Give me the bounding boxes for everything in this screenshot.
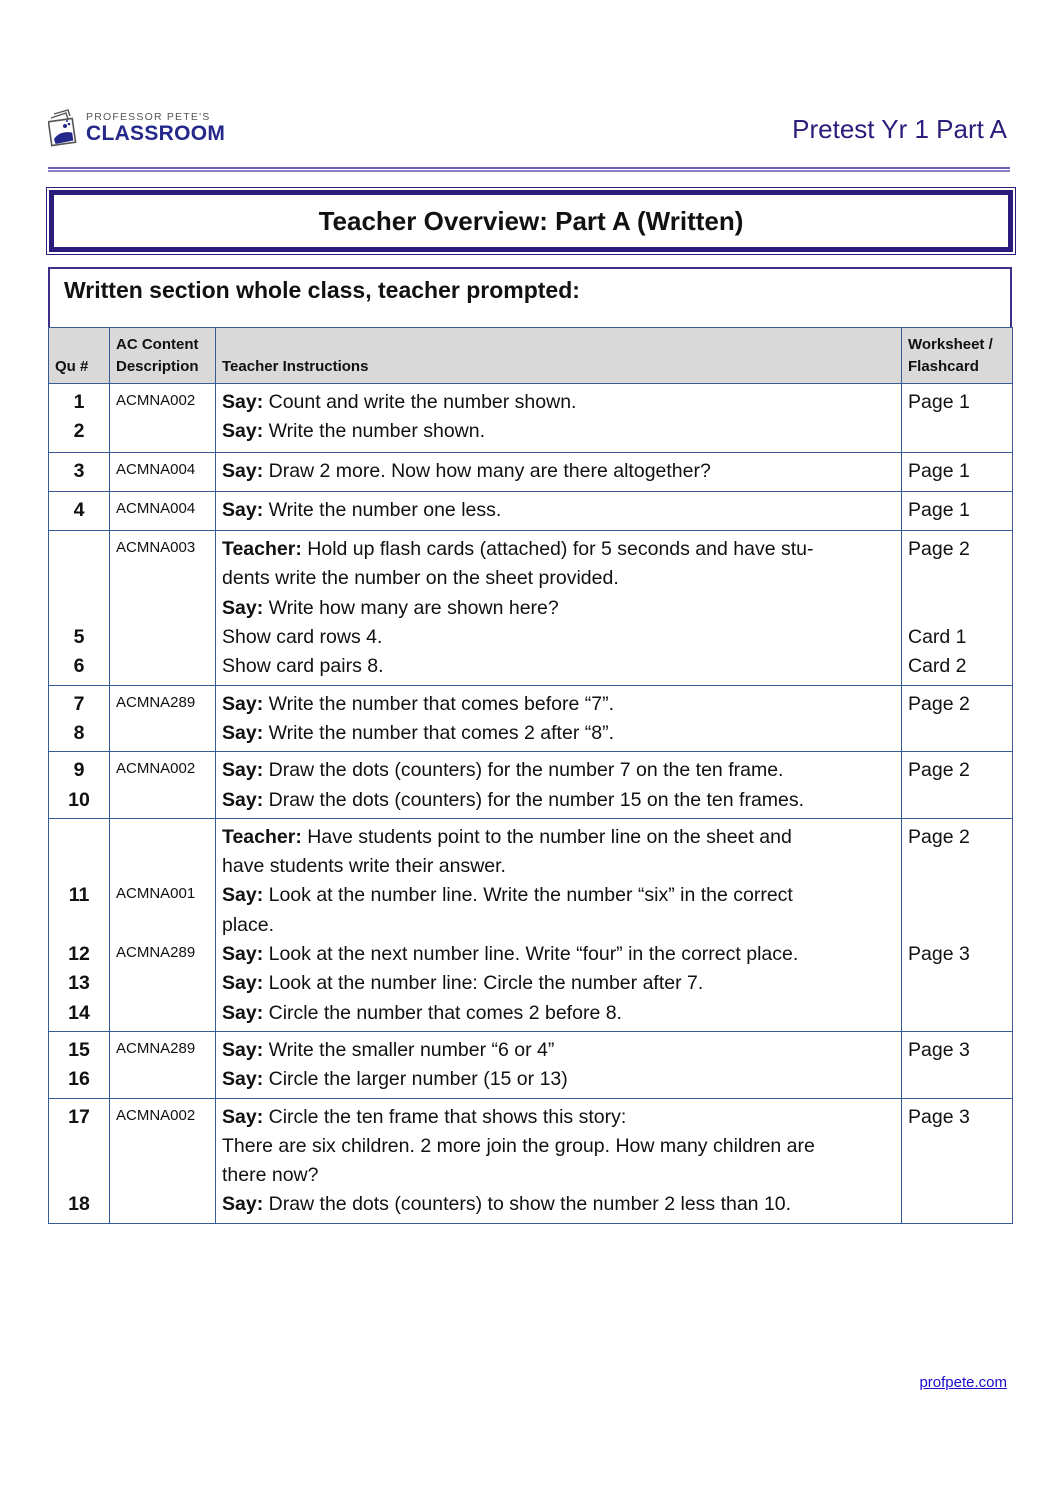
instructions-cell	[216, 1098, 902, 1223]
question-number: 12	[68, 943, 90, 966]
instruction-line	[222, 457, 895, 486]
question-number-cell	[49, 752, 110, 819]
worksheet-ref: Page 2	[908, 692, 970, 715]
table-row	[49, 531, 1013, 685]
speaker-label: Teacher:	[222, 825, 302, 848]
question-number-cell	[49, 685, 110, 752]
question-number-cell	[49, 384, 110, 453]
instruction-line	[222, 564, 895, 593]
question-number: 13	[68, 972, 90, 995]
question-number: 1	[73, 391, 85, 413]
col-header-ac: AC Content Description	[110, 328, 216, 384]
ac-code-cell	[110, 491, 216, 530]
question-number: 3	[73, 459, 85, 482]
question-number	[55, 1132, 103, 1161]
speaker-label: Say:	[222, 1068, 264, 1091]
instruction-text: dents write the number on the sheet provided.	[222, 567, 619, 590]
ac-code-cell	[110, 1098, 216, 1223]
speaker-label: Say:	[222, 420, 264, 443]
ac-code-cell	[110, 384, 216, 453]
table-row	[49, 1031, 1013, 1098]
worksheet-cell	[902, 752, 1013, 819]
question-number: 17	[68, 1105, 90, 1128]
table-body	[49, 384, 1013, 1224]
worksheet-cell	[902, 818, 1013, 1031]
instruction-line	[222, 852, 895, 881]
question-number-cell	[49, 491, 110, 530]
instructions-table	[48, 327, 1013, 1224]
worksheet-ref: Page 1	[908, 459, 970, 482]
worksheet-ref: Page 3	[908, 1038, 970, 1061]
question-number: 14	[68, 1001, 90, 1024]
instruction-line	[222, 1132, 895, 1161]
question-number: 11	[68, 884, 90, 907]
instructions-cell	[216, 818, 902, 1031]
instruction-text: Write the smaller number “6 or 4”	[263, 1038, 555, 1061]
question-number: 4	[73, 498, 85, 521]
ac-code	[116, 913, 209, 942]
instruction-line	[222, 1161, 895, 1190]
instruction-text: Circle the number that comes 2 before 8.	[263, 1001, 622, 1024]
question-number: 16	[68, 1068, 90, 1091]
instruction-line	[222, 1190, 895, 1219]
instructions-cell	[216, 452, 902, 491]
ac-code-cell	[110, 685, 216, 752]
instruction-text: Count and write the number shown.	[263, 391, 577, 413]
worksheet-ref: Page 1	[908, 391, 970, 413]
worksheet-cell	[902, 531, 1013, 685]
instruction-line	[222, 823, 895, 852]
instruction-text: Write how many are shown here?	[263, 596, 559, 619]
question-number	[55, 535, 103, 564]
instruction-text: Hold up flash cards (attached) for 5 seconds and have stu-	[301, 538, 814, 561]
ac-code: ACMNA004	[116, 460, 196, 478]
worksheet-cell	[902, 491, 1013, 530]
instruction-line	[222, 535, 895, 564]
ac-code-cell	[110, 531, 216, 685]
question-number	[55, 564, 103, 593]
classroom-logo-icon	[48, 108, 80, 148]
instruction-text: have students write their answer.	[222, 855, 506, 878]
speaker-label: Say:	[222, 1038, 264, 1061]
instructions-cell	[216, 752, 902, 819]
question-number: 5	[73, 626, 85, 649]
speaker-label: Say:	[222, 391, 264, 413]
instruction-text: Draw 2 more. Now how many are there altogether?	[263, 459, 711, 482]
worksheet-ref: Card 2	[908, 655, 967, 678]
instruction-line	[222, 1036, 895, 1065]
instructions-cell	[216, 531, 902, 685]
speaker-label: Teacher:	[222, 538, 302, 561]
instruction-line	[222, 496, 895, 525]
speaker-label: Say:	[222, 884, 264, 907]
table-row	[49, 818, 1013, 1031]
ac-code-cell	[110, 452, 216, 491]
question-number: 15	[68, 1038, 90, 1061]
instruction-text: Circle the larger number (15 or 13)	[263, 1068, 568, 1091]
question-number: 8	[73, 721, 85, 744]
speaker-label: Say:	[222, 1193, 264, 1216]
col-header-qnum: Qu #	[49, 328, 110, 384]
question-number	[55, 823, 103, 852]
speaker-label: Say:	[222, 692, 264, 715]
instruction-text: Draw the dots (counters) for the number 7 on the ten frame.	[263, 759, 784, 782]
overview-title-box	[46, 187, 1016, 255]
instructions-table-wrap	[48, 267, 1012, 1224]
speaker-label: Say:	[222, 1001, 264, 1024]
ac-code	[116, 825, 209, 854]
table-row	[49, 1098, 1013, 1223]
ac-code	[116, 854, 209, 883]
instruction-text: Look at the number line: Circle the number after 7.	[263, 972, 704, 995]
question-number: 7	[73, 692, 85, 715]
table-row	[49, 752, 1013, 819]
worksheet-ref	[908, 911, 1006, 940]
table-header-row	[49, 328, 1013, 384]
question-number: 2	[73, 420, 85, 443]
header-divider	[48, 167, 1010, 172]
instruction-line	[222, 652, 895, 681]
question-number	[55, 594, 103, 623]
speaker-label: Say:	[222, 1105, 264, 1128]
instruction-text: Write the number shown.	[263, 420, 486, 443]
speaker-label: Say:	[222, 596, 264, 619]
ac-code: ACMNA289	[116, 1039, 196, 1057]
question-number-cell	[49, 531, 110, 685]
instruction-text: Draw the dots (counters) for the number 15 on the ten frames.	[263, 788, 805, 811]
ac-code: ACMNA003	[116, 539, 196, 557]
instruction-text: Draw the dots (counters) to show the number 2 less than 10.	[263, 1193, 792, 1216]
ac-code: ACMNA289	[116, 944, 196, 962]
instruction-line	[222, 969, 895, 998]
worksheet-ref	[908, 852, 1006, 881]
instruction-line	[222, 1065, 895, 1094]
ac-code: ACMNA002	[116, 760, 196, 778]
table-row	[49, 491, 1013, 530]
ac-code-cell	[110, 1031, 216, 1098]
logo-wordmark: CLASSROOM	[86, 122, 226, 146]
ac-code: ACMNA289	[116, 693, 196, 711]
table-row	[49, 452, 1013, 491]
worksheet-ref: Page 2	[908, 825, 970, 848]
speaker-label: Say:	[222, 972, 264, 995]
worksheet-ref: Page 3	[908, 943, 970, 966]
instruction-text: there now?	[222, 1164, 319, 1187]
ac-code-cell	[110, 818, 216, 1031]
worksheet-cell	[902, 384, 1013, 453]
instruction-line	[222, 388, 895, 417]
instruction-line	[222, 911, 895, 940]
instruction-text: Show card pairs 8.	[222, 655, 384, 678]
speaker-label: Say:	[222, 721, 264, 744]
col-header-worksheet: Worksheet / Flashcard	[902, 328, 1013, 384]
instruction-text: Have students point to the number line on the sheet and	[301, 825, 792, 848]
instruction-text: Circle the ten frame that shows this story:	[263, 1105, 627, 1128]
logo-tagline: PROFESSOR PETE'S	[86, 110, 211, 123]
instruction-line	[222, 719, 895, 748]
instruction-text: Look at the next number line. Write “four” in the correct place.	[263, 943, 799, 966]
instruction-line	[222, 999, 895, 1028]
instruction-line	[222, 940, 895, 969]
instruction-text: Look at the number line. Write the number “six” in the correct	[263, 884, 793, 907]
instruction-line	[222, 690, 895, 719]
worksheet-cell	[902, 452, 1013, 491]
instruction-text: Write the number one less.	[263, 498, 502, 521]
instructions-cell	[216, 384, 902, 453]
ac-code	[116, 419, 209, 448]
overview-title: Teacher Overview: Part A (Written)	[318, 205, 744, 236]
table-row	[49, 685, 1013, 752]
worksheet-cell	[902, 1098, 1013, 1223]
speaker-label: Say:	[222, 498, 264, 521]
question-number	[55, 911, 103, 940]
speaker-label: Say:	[222, 788, 264, 811]
instruction-text: place.	[222, 913, 275, 936]
instruction-text: Write the number that comes before “7”.	[263, 692, 614, 715]
worksheet-ref	[908, 594, 1006, 623]
instruction-text: Write the number that comes 2 after “8”.	[263, 721, 614, 744]
worksheet-cell	[902, 1031, 1013, 1098]
question-number-cell	[49, 1098, 110, 1223]
question-number-cell	[49, 452, 110, 491]
brand-logo	[48, 108, 225, 148]
worksheet-ref	[908, 564, 1006, 593]
worksheet-ref: Page 2	[908, 538, 970, 561]
ac-code: ACMNA001	[116, 885, 196, 903]
instructions-cell	[216, 685, 902, 752]
page-header	[48, 106, 1010, 176]
worksheet-cell	[902, 685, 1013, 752]
ac-code: ACMNA002	[116, 392, 196, 409]
instructions-cell	[216, 1031, 902, 1098]
worksheet-ref: Card 1	[908, 626, 967, 649]
section-heading: Written section whole class, teacher prompted:	[48, 267, 1012, 327]
question-number-cell	[49, 818, 110, 1031]
instruction-line	[222, 1103, 895, 1132]
question-number: 6	[73, 655, 85, 678]
ac-code: ACMNA002	[116, 1106, 196, 1124]
worksheet-ref: Page 2	[908, 759, 970, 782]
footer-website-link[interactable]: profpete.com	[919, 1374, 1007, 1391]
question-number-cell	[49, 1031, 110, 1098]
question-number	[55, 1161, 103, 1190]
speaker-label: Say:	[222, 943, 264, 966]
speaker-label: Say:	[222, 459, 264, 482]
instruction-text: Show card rows 4.	[222, 626, 383, 649]
instruction-line	[222, 881, 895, 910]
worksheet-ref	[908, 881, 1006, 910]
table-row	[49, 384, 1013, 453]
question-number: 10	[68, 788, 90, 811]
instructions-cell	[216, 491, 902, 530]
question-number: 18	[68, 1193, 90, 1216]
ac-code-cell	[110, 752, 216, 819]
col-header-instructions: Teacher Instructions	[216, 328, 902, 384]
instruction-line	[222, 786, 895, 815]
instruction-line	[222, 594, 895, 623]
question-number: 9	[73, 759, 85, 782]
speaker-label: Say:	[222, 759, 264, 782]
instruction-text: There are six children. 2 more join the group. How many children are	[222, 1134, 815, 1157]
instruction-line	[222, 623, 895, 652]
worksheet-ref: Page 1	[908, 498, 970, 521]
document-title: Pretest Yr 1 Part A	[792, 114, 1007, 144]
worksheet-ref: Page 3	[908, 1105, 970, 1128]
ac-code: ACMNA004	[116, 499, 196, 517]
question-number	[55, 852, 103, 881]
instruction-line	[222, 756, 895, 785]
instruction-line	[222, 417, 895, 446]
